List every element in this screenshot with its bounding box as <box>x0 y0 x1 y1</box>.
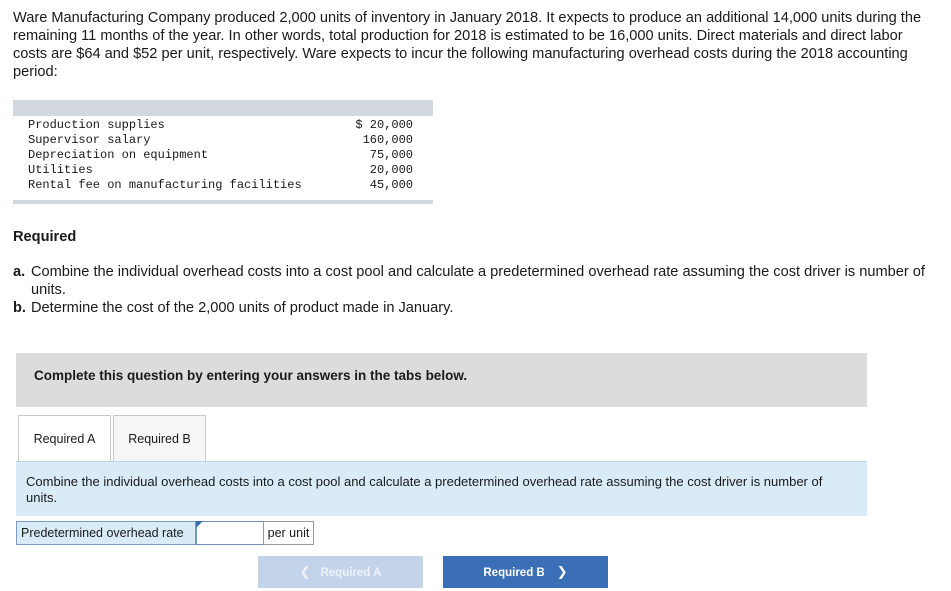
prev-button-label: Required A <box>320 567 382 579</box>
required-item-b <box>13 299 938 317</box>
required-item-a <box>13 263 938 299</box>
overhead-cost-table <box>13 100 433 204</box>
next-required-b-button[interactable] <box>443 556 608 588</box>
cost-row <box>13 178 433 193</box>
input-flag-icon <box>196 521 203 528</box>
cost-amount: 75,000 <box>369 148 413 162</box>
required-text: Combine the individual overhead costs into a cost pool and calculate a predetermined overhead rate assuming the cost driver is number of units. <box>31 264 925 298</box>
prev-required-a-button[interactable] <box>258 556 423 588</box>
cost-row <box>13 118 433 133</box>
chevron-right-icon: ❯ <box>556 564 568 579</box>
cost-amount: 160,000 <box>362 133 413 147</box>
instructions-banner: Complete this question by entering your answers in the tabs below. <box>16 353 867 407</box>
cost-amount: 20,000 <box>369 163 413 177</box>
cost-amount: $ 20,000 <box>355 118 413 132</box>
cost-name: Depreciation on equipment <box>28 148 209 162</box>
tab-required-a[interactable]: Required A <box>18 415 111 461</box>
tab-instruction: Combine the individual overhead costs into a cost pool and calculate a predetermined overhead rate assuming the cost driver is number of units. <box>16 461 867 516</box>
required-list <box>13 263 938 317</box>
cost-row <box>13 163 433 178</box>
answer-unit: per unit <box>263 521 314 545</box>
answer-label: Predetermined overhead rate <box>16 521 196 545</box>
problem-statement: Ware Manufacturing Company produced 2,000 units of inventory in January 2018. It expects to produce an additional 14,000 units during the remaining 11 months of the year. In other words, total production for 2018 is estimated to be 16,000 units. Direct materials and direct labor costs are $64 and $52 per unit, respectively. Ware expects to incur the following manufacturing overhead costs during the 2018 accounting period: <box>13 10 922 80</box>
cost-name: Production supplies <box>28 118 165 132</box>
tab-required-b[interactable]: Required B <box>113 415 206 461</box>
cost-name: Utilities <box>28 163 93 177</box>
chevron-left-icon: ❮ <box>299 564 311 579</box>
required-letter: b. <box>13 300 26 316</box>
cost-amount: 45,000 <box>369 178 413 192</box>
cost-row <box>13 133 433 148</box>
required-letter: a. <box>13 264 26 280</box>
required-text: Determine the cost of the 2,000 units of product made in January. <box>31 300 454 316</box>
cost-name: Supervisor salary <box>28 133 151 147</box>
next-button-label: Required B <box>483 567 545 579</box>
required-heading: Required <box>13 229 77 245</box>
cost-row <box>13 148 433 163</box>
cost-name: Rental fee on manufacturing facilities <box>28 178 302 192</box>
